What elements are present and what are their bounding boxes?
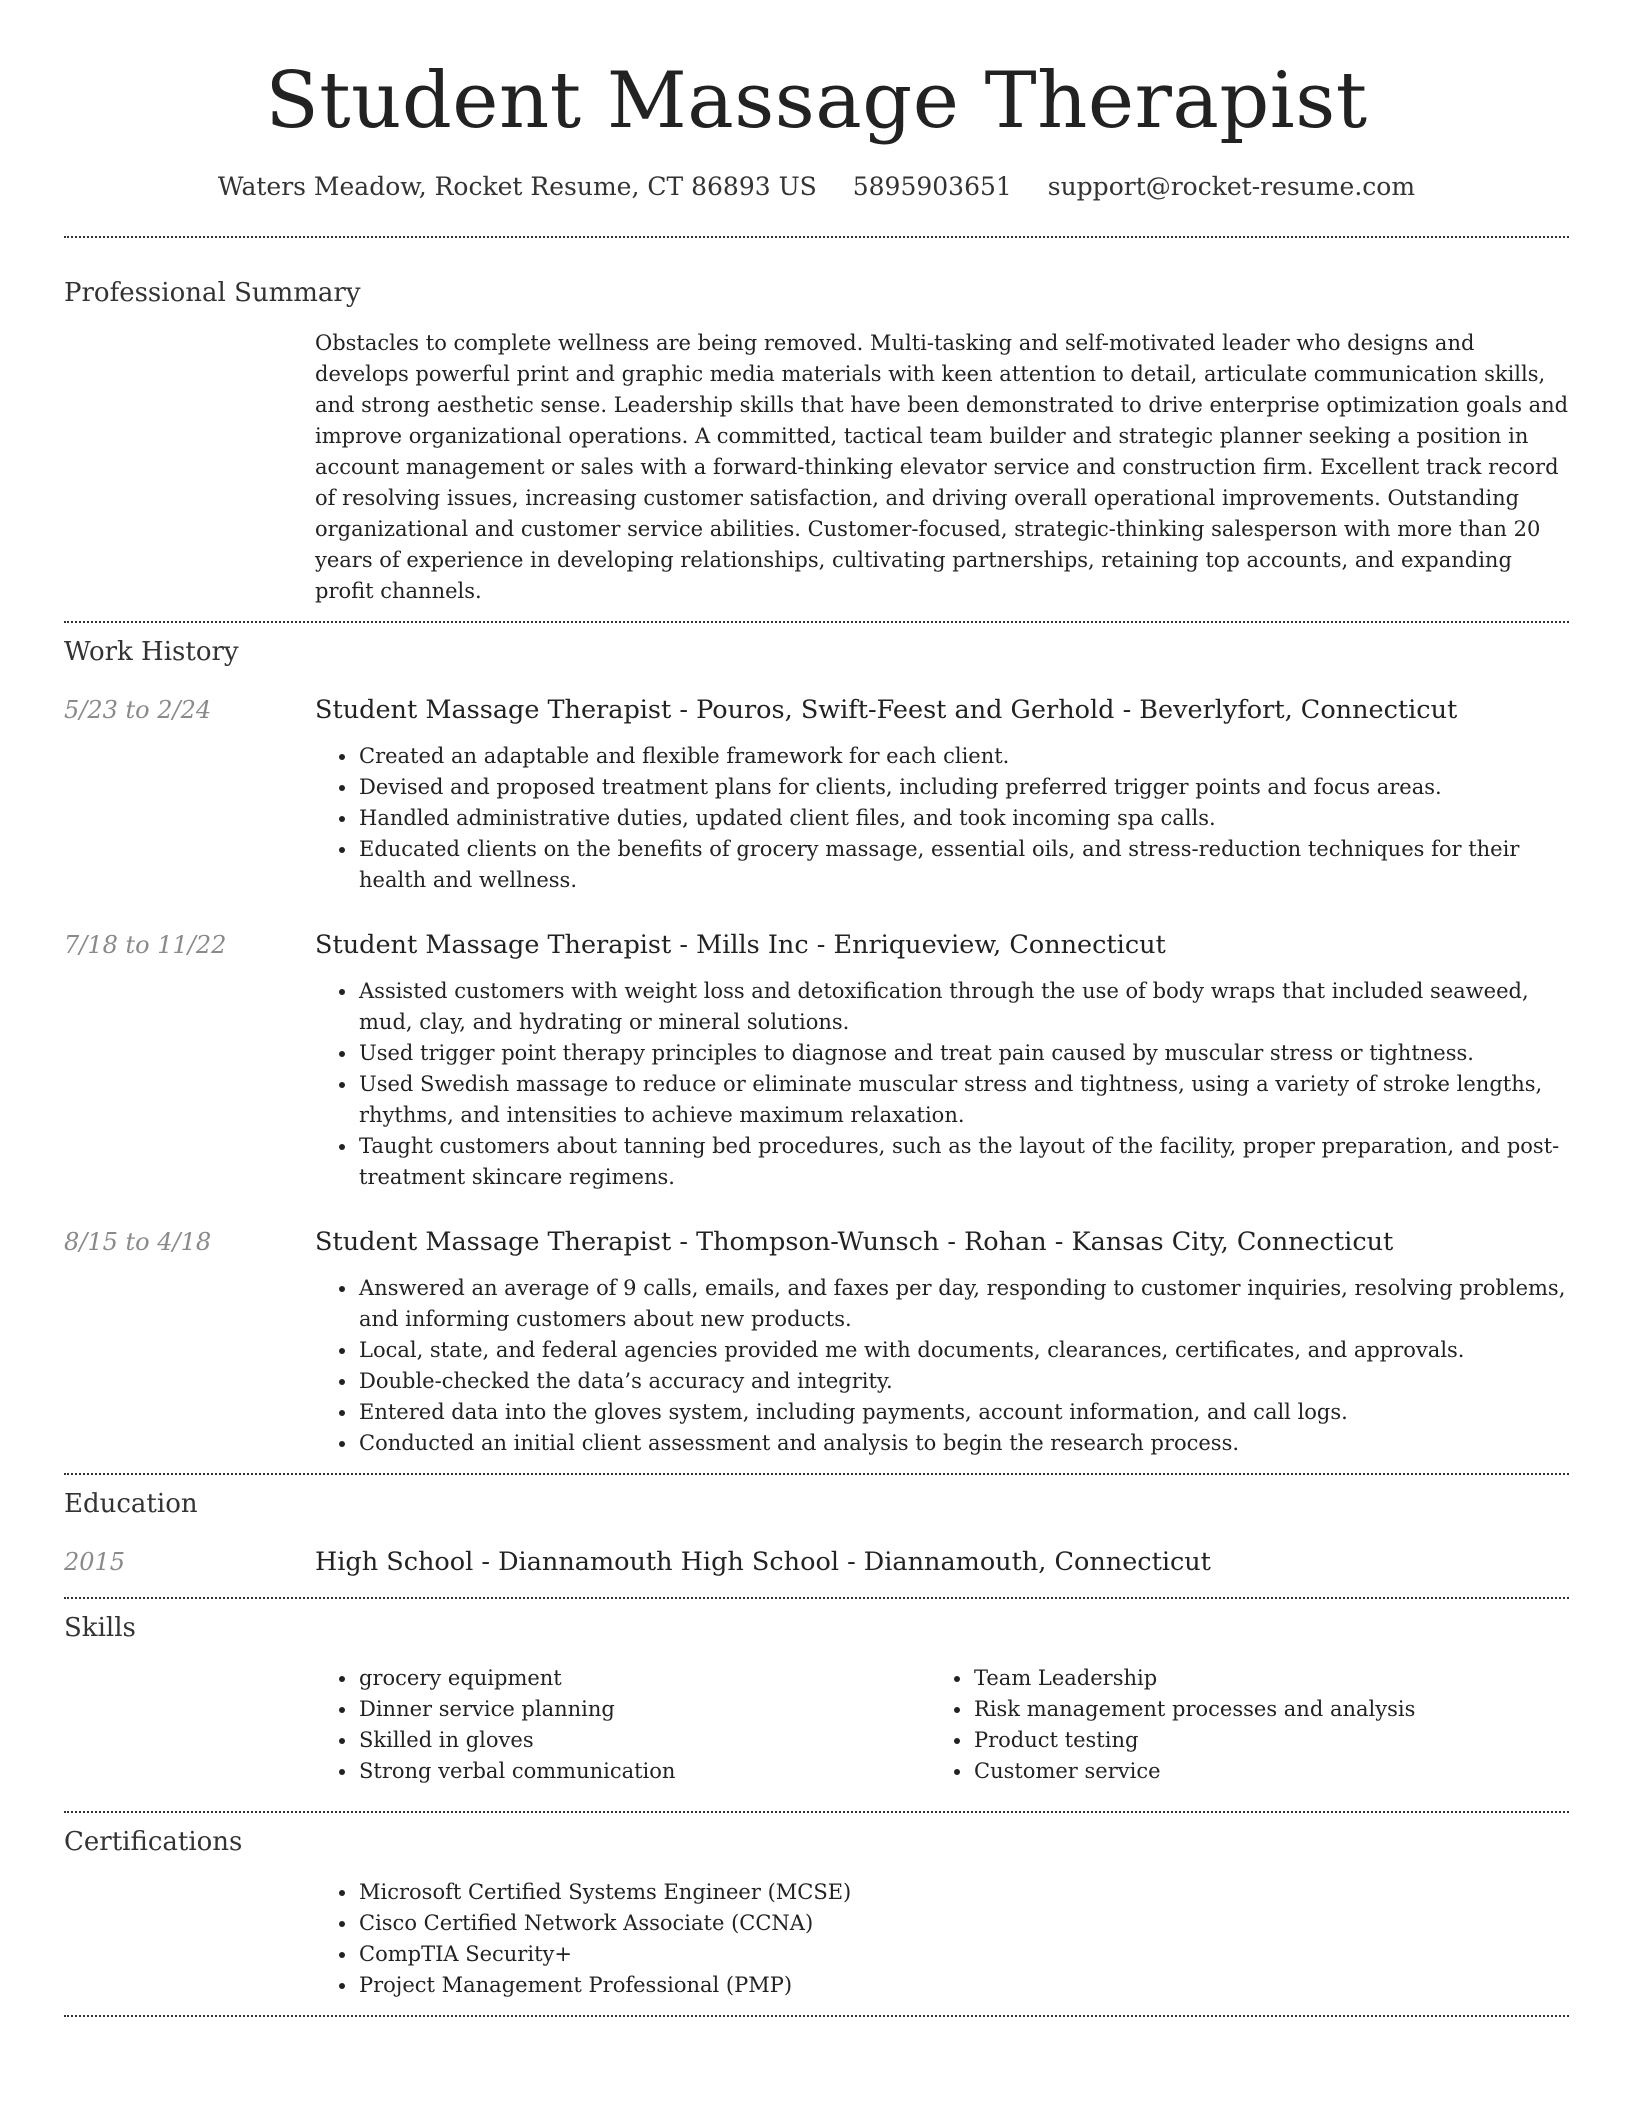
education-section	[64, 1487, 1569, 1579]
education-section-title: Education	[64, 1489, 198, 1519]
job-heading: Student Massage Therapist - Mills Inc - Enriqueview, Connecticut	[315, 930, 1166, 960]
list-item: • Conducted an initial client assessment and analysis to begin the research process.	[358, 1428, 1569, 1459]
summary-text: Obstacles to complete wellness are being removed. Multi-tasking and self-motivated leader who designs and develops powerful print and graphic media materials with keen attention to detail, articulate communication skills, and strong aesthetic sense. Leadership skills that have been demonstrated to drive enterprise optimization goals and improve organizational operations. A committed, tactical team builder and strategic planner seeking a position in account management or sales with a forward-thinking elevator service and construction firm. Excellent track record of resolving issues, increasing customer satisfaction, and driving overall operational improvements. Outstanding organizational and customer service abilities. Customer-focused, strategic-thinking salesperson with more than 20 years of experience in developing relationships, cultivating partnerships, retaining top accounts, and expanding profit channels.	[315, 331, 1569, 603]
divider	[64, 1811, 1569, 1813]
skill-item: • Skilled in gloves	[358, 1725, 930, 1756]
divider	[64, 621, 1569, 623]
contact-phone: 5895903651	[852, 172, 1012, 201]
job-entry	[64, 1225, 1569, 1459]
divider	[64, 1597, 1569, 1599]
skills-section-title: Skills	[64, 1613, 136, 1643]
list-item: • Devised and proposed treatment plans for clients, including preferred trigger points and focus areas.	[358, 772, 1569, 803]
divider	[64, 236, 1569, 238]
contact-line	[64, 170, 1569, 204]
certification-item: • Cisco Certified Network Associate (CCNA)	[358, 1908, 1569, 1939]
certifications-section	[64, 1825, 1569, 2001]
job-bullet-list	[315, 1273, 1569, 1459]
work-history-section-title: Work History	[64, 637, 239, 667]
list-item: • Used Swedish massage to reduce or eliminate muscular stress and tightness, using a variety of stroke lengths, rhythms, and intensities to achieve maximum relaxation.	[358, 1069, 1569, 1131]
contact-address: Waters Meadow, Rocket Resume, CT 86893 US	[217, 172, 817, 201]
resume-header	[64, 0, 1569, 204]
work-history-section	[64, 635, 1569, 1459]
skill-item: • Team Leadership	[973, 1663, 1545, 1694]
job-entry	[64, 928, 1569, 1193]
job-entry	[64, 693, 1569, 896]
skills-section	[64, 1611, 1569, 1787]
job-dates: 5/23 to 2/24	[64, 696, 212, 724]
skill-item: • Strong verbal communication	[358, 1756, 930, 1787]
divider	[64, 2015, 1569, 2017]
summary-section	[64, 276, 1569, 607]
list-item: • Double-checked the data’s accuracy and integrity.	[358, 1366, 1569, 1397]
list-item: • Entered data into the gloves system, including payments, account information, and call logs.	[358, 1397, 1569, 1428]
list-item: • Taught customers about tanning bed procedures, such as the layout of the facility, proper preparation, and post-treatment skincare regimens.	[358, 1131, 1569, 1193]
summary-section-title: Professional Summary	[64, 278, 361, 308]
job-dates: 8/15 to 4/18	[64, 1228, 212, 1256]
skill-item: • grocery equipment	[358, 1663, 930, 1694]
skills-list-right	[930, 1663, 1545, 1787]
list-item: • Educated clients on the benefits of grocery massage, essential oils, and stress-reduction techniques for their health and wellness.	[358, 834, 1569, 896]
job-heading: Student Massage Therapist - Pouros, Swift-Feest and Gerhold - Beverlyfort, Connecticut	[315, 695, 1458, 725]
resume-page	[64, 0, 1569, 2017]
skill-item: • Risk management processes and analysis	[973, 1694, 1545, 1725]
certifications-section-title: Certifications	[64, 1827, 243, 1857]
list-item: • Created an adaptable and flexible framework for each client.	[358, 741, 1569, 772]
education-year: 2015	[64, 1548, 126, 1576]
skills-list-left	[315, 1663, 930, 1787]
certification-item: • CompTIA Security+	[358, 1939, 1569, 1970]
certification-item: • Microsoft Certified Systems Engineer (MCSE)	[358, 1877, 1569, 1908]
job-bullet-list	[315, 741, 1569, 896]
skill-item: • Dinner service planning	[358, 1694, 930, 1725]
job-bullet-list	[315, 976, 1569, 1193]
candidate-name: Student Massage Therapist	[265, 56, 1368, 146]
list-item: • Answered an average of 9 calls, emails, and faxes per day, responding to customer inquiries, resolving problems, and informing customers about new products.	[358, 1273, 1569, 1335]
job-heading: Student Massage Therapist - Thompson-Wunsch - Rohan - Kansas City, Connecticut	[315, 1227, 1394, 1257]
divider	[64, 1473, 1569, 1475]
job-dates: 7/18 to 11/22	[64, 931, 227, 959]
list-item: • Handled administrative duties, updated client files, and took incoming spa calls.	[358, 803, 1569, 834]
contact-email: support@rocket-resume.com	[1047, 172, 1416, 201]
list-item: • Local, state, and federal agencies provided me with documents, clearances, certificates, and approvals.	[358, 1335, 1569, 1366]
certifications-list	[315, 1877, 1569, 2001]
list-item: • Assisted customers with weight loss and detoxification through the use of body wraps that included seaweed, mud, clay, and hydrating or mineral solutions.	[358, 976, 1569, 1038]
skill-item: • Customer service	[973, 1756, 1545, 1787]
list-item: • Used trigger point therapy principles to diagnose and treat pain caused by muscular stress or tightness.	[358, 1038, 1569, 1069]
education-heading: High School - Diannamouth High School - Diannamouth, Connecticut	[315, 1547, 1211, 1577]
skill-item: • Product testing	[973, 1725, 1545, 1756]
certification-item: • Project Management Professional (PMP)	[358, 1970, 1569, 2001]
